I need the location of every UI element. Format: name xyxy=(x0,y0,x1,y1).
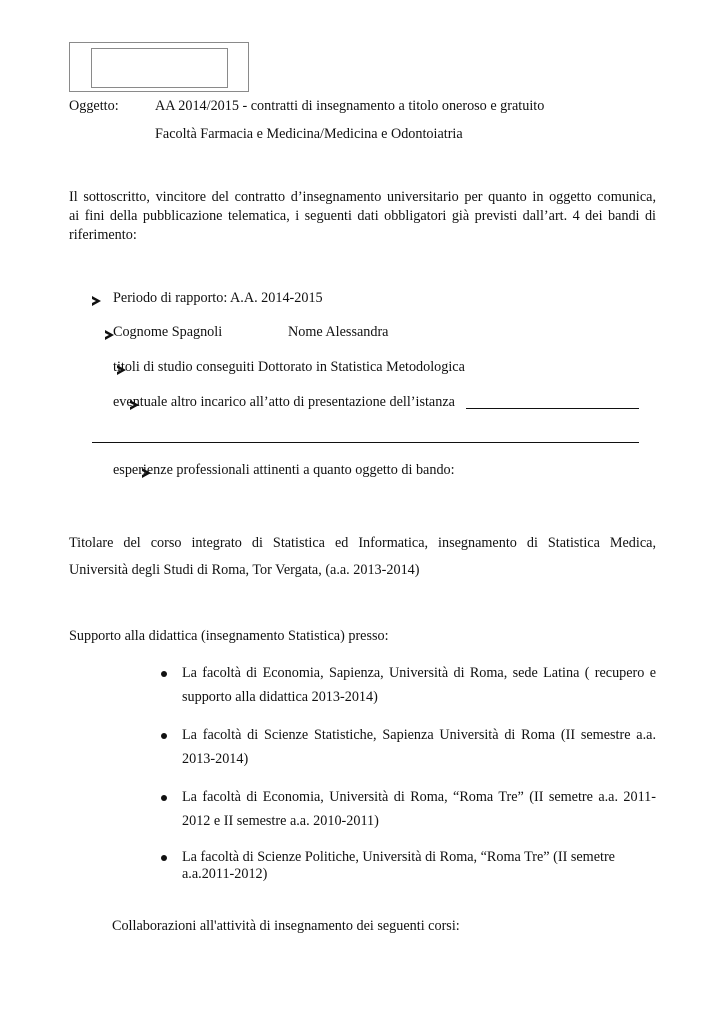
titoli-text: titoli di studio conseguiti Dottorato in Statistica Metodologica xyxy=(113,359,465,375)
bullet-dot-icon xyxy=(161,671,167,677)
intro-line-1: Il sottoscritto, vincitore del contratto d’insegnamento universitario per quanto in oggetto comunica, xyxy=(69,189,656,205)
intro-line-3: riferimento: xyxy=(69,227,137,243)
oggetto-label: Oggetto: xyxy=(69,98,119,114)
supporto-item-3-line-1: La facoltà di Economia, Università di Roma, “Roma Tre” (II semetre a.a. 2011- xyxy=(182,789,656,805)
intro-line-2: ai fini della pubblicazione telematica, i seguenti dati obbligatori già previsti dall’art. 4 dei bandi di xyxy=(69,208,656,224)
incarico-blank-line xyxy=(466,408,639,409)
supporto-item-4-line-2: a.a.2011-2012) xyxy=(182,866,268,882)
bullet-dot-icon xyxy=(161,733,167,739)
collaborazioni-heading: Collaborazioni all'attività di insegnamento dei seguenti corsi: xyxy=(112,918,460,934)
supporto-item-1-line-2: supporto alla didattica 2013-2014) xyxy=(182,689,378,705)
bullet-dot-icon xyxy=(161,855,167,861)
bullet-dot-icon xyxy=(161,795,167,801)
arrow-bullet-icon xyxy=(92,296,101,306)
titolare-line-1: Titolare del corso integrato di Statistica ed Informatica, insegnamento di Statistica Medica, xyxy=(69,535,656,551)
supporto-item-3-line-2: 2012 e II semestre a.a. 2010-2011) xyxy=(182,813,379,829)
supporto-heading: Supporto alla didattica (insegnamento Statistica) presso: xyxy=(69,628,389,644)
incarico-text: eventuale altro incarico all’atto di presentazione dell’istanza xyxy=(113,394,455,410)
esperienze-text: esperienze professionali attinenti a quanto oggetto di bando: xyxy=(113,462,455,478)
supporto-item-1-line-1: La facoltà di Economia, Sapienza, Università di Roma, sede Latina ( recupero e xyxy=(182,665,656,681)
oggetto-line-1: AA 2014/2015 - contratti di insegnamento a titolo oneroso e gratuito xyxy=(155,98,545,114)
supporto-item-4-line-1: La facoltà di Scienze Politiche, Università di Roma, “Roma Tre” (II semetre xyxy=(182,849,615,865)
nome-text: Nome Alessandra xyxy=(288,324,389,340)
logo-frame-inner xyxy=(91,48,228,88)
oggetto-line-2: Facoltà Farmacia e Medicina/Medicina e Odontoiatria xyxy=(155,126,463,142)
periodo-text: Periodo di rapporto: A.A. 2014-2015 xyxy=(113,290,323,306)
cognome-text: Cognome Spagnoli xyxy=(113,324,223,340)
incarico-blank-line-full xyxy=(92,442,639,443)
supporto-item-2-line-1: La facoltà di Scienze Statistiche, Sapienza Università di Roma (II semestre a.a. xyxy=(182,727,656,743)
supporto-item-2-line-2: 2013-2014) xyxy=(182,751,249,767)
titolare-line-2: Università degli Studi di Roma, Tor Vergata, (a.a. 2013-2014) xyxy=(69,562,420,578)
